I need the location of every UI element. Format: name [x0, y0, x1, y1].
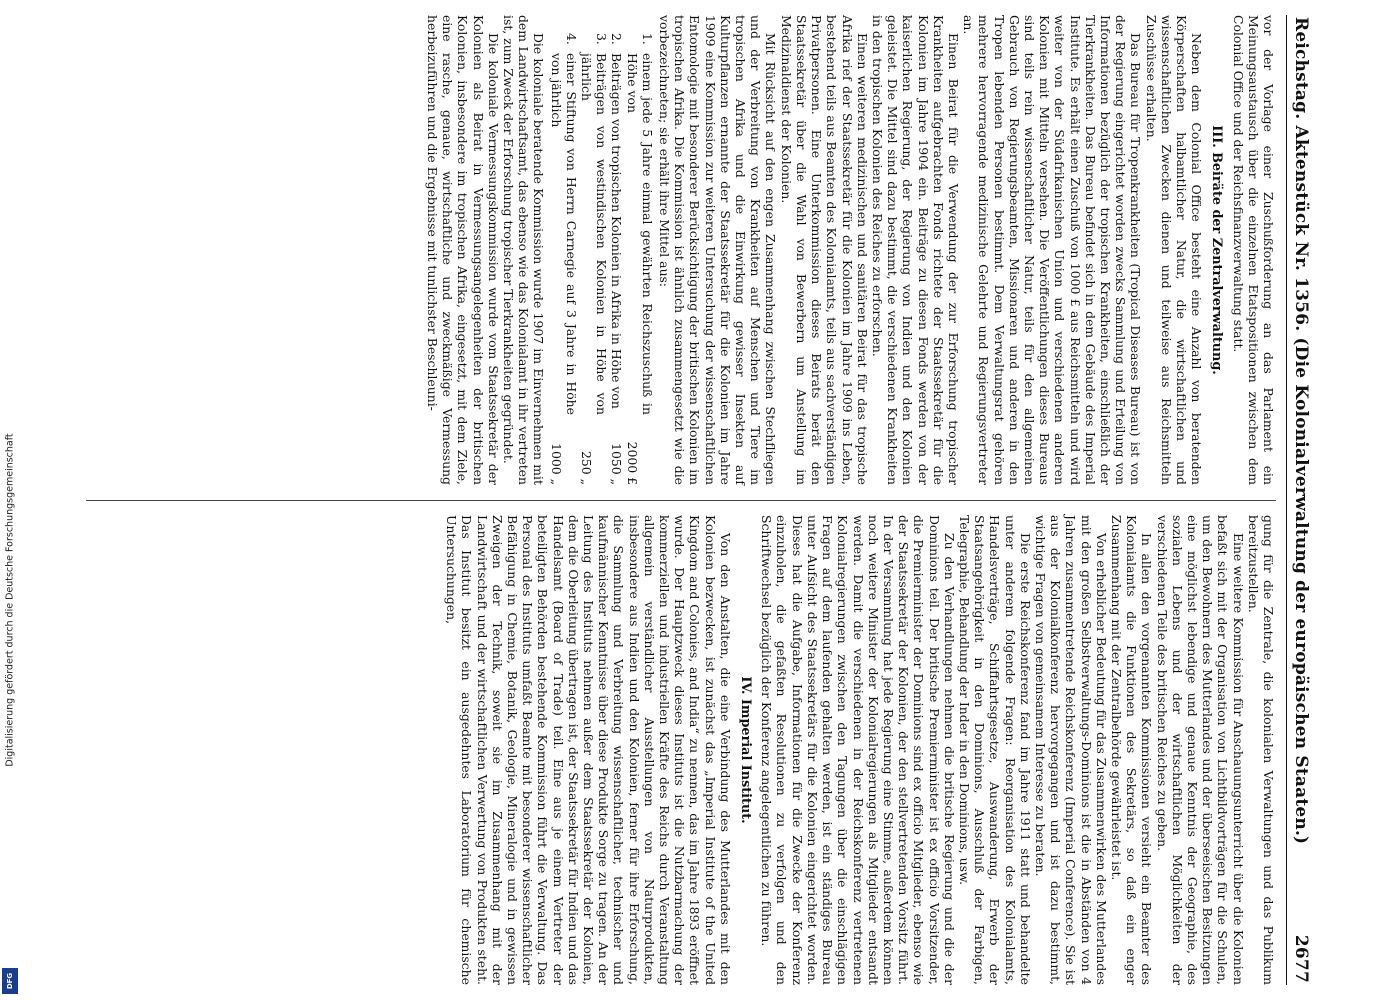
digitization-credit: Digitalisierung gefördert durch die Deutsche Forschungsgemeinschaft — [4, 433, 16, 767]
list-text: Beiträgen von tropischen Kolonien in Afrika in Höhe von — [609, 53, 625, 409]
paragraph: In allen den vorgenannten Kommissionen versieht ein Beamter des Kolonialamts die Funktionen des Sekretärs, so daß ein enger Zusammenhang mit der Zentralbehörde gewährleistet ist. — [1108, 515, 1155, 985]
paragraph: Einen Beirat für die Verwendung der zur Erforschung tropischer Krankheiten aufgebrachten Fonds richtete der Staatssekretär für die Kolonien im Jahre 1904 ein. Beiträge zu diesen Fonds werden von der kaiserlichen Regierung, der Regierung von Indien und den Kolonien geleistet. Die Mittel sind dazu bestimmt, die verschiedenen Krankheiten in den tropischen Kolonien des Reiches zu erforschen. — [869, 15, 961, 485]
list-amount: 1000 „ — [548, 443, 564, 485]
paragraph: Neben dem Colonial Office besteht eine Anzahl von beratenden Körperschaften halbamtlicher Natur, die wirtschaftlichen und wissenschaftlichen Zwecken dienen und teilweise aus Reichsmitteln Zuschüsse erhalten. — [1143, 15, 1205, 485]
paragraph: Mit Rücksicht auf den engen Zusammenhang zwischen Stechfliegen und der Verbreitung von Krankheiten auf Menschen und Tiere im tropischen Afrika und die Einwirkung gewisser Insekten auf Kulturpflanzen ernannte der Staatssekretär für die Kolonien im Jahre 1909 eine Kommission zur weiteren Untersuchung der wissenschaftlichen Entomologie mit besonderer Berücksichtigung der britischen Kolonien im tropischen Afrika. Die Kommission ist ähnlich zusammengesetzt wie die vorbezeichneten; sie erhält ihre Mittel aus: — [657, 15, 779, 485]
list-amount: 1050 „ — [609, 443, 625, 485]
left-column — [425, 15, 1276, 485]
list-item — [548, 15, 578, 485]
running-head: Reichstag. Aktenstück Nr. 1356. (Die Kolonialverwaltung der europäischen Staaten.) — [1291, 17, 1311, 845]
list-item — [624, 15, 654, 485]
list-text: einem jede 5 Jahre einmal gewährten Reichszuschuß in Höhe von — [624, 53, 655, 415]
list-text: einer Stiftung von Herrn Carnegie auf 3 Jahre in Höhe von jährlich — [548, 53, 579, 415]
list-item — [579, 15, 609, 485]
scanned-page — [75, 15, 1320, 985]
page-content-rotated — [75, 15, 1320, 985]
paragraph: gung für die Zentrale, die kolonialen Verwaltungen und das Publikum bereitzustellen. — [1245, 515, 1276, 985]
paragraph: Die koloniale Vermessungskommission wurde vom Staatssekretär der Kolonien als Beirat in Vermessungsangelegenheiten der britischen Kolonien, insbesondere im tropischen Afrika, eingesetzt, mit dem Ziele, eine rasche, genaue, wirtschaftliche und zweckmäßige Vermessung herbeizuführen und die Ergebnisse mit tunlichster Beschleuni- — [425, 15, 501, 485]
dfg-logo-text: DFG — [6, 972, 14, 990]
dfg-logo-icon — [2, 968, 18, 994]
digitization-sidebar — [0, 0, 22, 1000]
paragraph: Die erste Reichskonferenz fand im Jahre 1911 statt und behandelte unter anderem folgende Fragen: Reorganisation des Kolonialamts, Handelsverträge, Schiffahrtsgesetze, Auswanderung, Erwerb der Staatsangehörigkeit in den Dominions, Ausschluß der Farbigen, Telegraphie, Behandlung der Inder in den Dominions, usw. — [956, 515, 1033, 985]
paragraph: Das Bureau für Tropenkrankheiten (Tropical Diseases Bureau) ist von der Regierung eingerichtet worden zwecks Sammlung und Erteilung von Informationen bezüglich der tropischen Krankheiten, einschließlich der Tierkrankheiten. Das Bureau befindet sich in dem Gebäude des Imperial Institute. Es erhält einen Zuschuß von 1000 £ aus Reichsmitteln und wird weiter von der Südafrikanischen Union und verschiedenen anderen Kolonien mit Mitteln versehen. Die Veröffentlichungen dieses Bureaus sind teils rein wissenschaftlicher Natur, teils für den allgemeinen Gebrauch von Regierungsbeamten, Missionaren und anderen in den Tropen lebenden Personen bestimmt. Dem Verwaltungsrat gehören mehrere hervorragende medizinische Gelehrte und Regierungsvertreter an. — [961, 15, 1144, 485]
list-number: 2. — [609, 33, 625, 45]
list-number: 4. — [563, 33, 579, 45]
list-number: 3. — [594, 33, 610, 45]
right-column — [444, 515, 1276, 985]
paragraph: Einen weiteren medizinischen und sanitären Beirat für das tropische Afrika rief der Staatssekretär für die Kolonien im Jahre 1909 ins Leben, bestehend teils aus Beamten des Kolonialamts, teils aus sachverständigen Privatpersonen. Eine Unterkommission dieses Beirats berät den Staatssekretär über die Wahl von Bewerbern um Anstellung im Medizinaldienst der Kolonien. — [778, 15, 870, 485]
paragraph: Die koloniale beratende Kommission wurde 1907 im Einvernehmen mit dem Landwirtschaftsamt, das ebenso wie das Kolonialamt in ihr vertreten ist, zum Zweck der Erforschung tropischer Tierkrankheiten gegründet. — [501, 15, 547, 485]
section-heading-4: IV. Imperial Institut. — [738, 676, 754, 824]
paragraph: Zu den Verhandlungen nehmen die britische Regierung und die der Dominions teil. Der britische Premierminister ist ex officio Vorsitzender, die Premierminister der Dominions sind ex officio Mitglieder, ebenso wie der Staatssekretär der Kolonien, der den stellvertretenden Vorsitz führt. In der Versammlung hat jede Regierung eine Stimme, außerdem können noch weitere Minister der Kolonialregierungen als Mitglieder entsandt werden. Damit die verschiedenen in der Reichskonferenz vertretenen Kolonialregierungen zwischen den Tagungen über die einschlägigen Fragen auf dem laufenden gehalten werden, ist ein ständiges Bureau unter Aufsicht des Staatssekretärs für die Kolonien eingerichtet worden. Dieses hat die Aufgabe, Informationen für die Zwecke der Konferenz einzuholen, die gefaßten Resolutionen zu verfolgen und den Schriftwechsel bezüglich der Konferenz angelegentlichen zu führen. — [759, 515, 957, 985]
list-number: 1. — [639, 33, 655, 45]
paragraph: Eine weitere Kommission für Anschauungsunterricht über die Kolonien befaßt sich mit der Organisation von Lichtbildvorträgen für die Schulen, um den Bewohnern des Mutterlandes und der überseeischen Besitzungen eine möglichst lebendige und genaue Kenntnis der Geographie, des sozialen Lebens und der wirtschaftlichen Möglichkeiten der verschiedenen Teile des britischen Reiches zu geben. — [1154, 515, 1246, 985]
list-item — [609, 15, 624, 485]
section-heading-3: III. Beiräte der Zentralverwaltung. — [1209, 125, 1225, 375]
list-amount: 250 „ — [579, 450, 595, 485]
list-amount: 2000 £ — [624, 441, 640, 485]
paragraph: vor der Vorlage einer Zuschußforderung an das Parlament ein Meinungsaustausch über die einzelnen Etatspositionen zwischen dem Colonial Office und der Reichsfinanzverwaltung statt. — [1230, 15, 1276, 485]
paragraph: Von den Anstalten, die eine Verbindung des Mutterlandes mit den Kolonien bezwecken, ist zunächst das „Imperial Institute of the United Kingdom and Colonies, and India“ zu nennen, das im Jahre 1893 eröffnet wurde. Der Hauptzweck dieses Instituts ist die Nutzbarmachung der kommerziellen und industriellen Kräfte des Reichs durch Veranstaltung allgemein verständlicher Ausstellungen von Naturprodukten, insbesondere aus Indien und den Kolonien, ferner für ihre Erforschung, die Sammlung und Verbreitung wissenschaftlicher, technischer und kaufmännischer Kenntnisse über diese Produkte Sorge zu tragen. An der Leitung des Instituts nehmen außer dem Staatssekretär der Kolonien, dem die Oberleitung übertragen ist, der Staatssekretär für Indien und das Handelsamt (Board of Trade) teil. Eine aus je einem Vertreter der beteiligten Behörden bestehende Kommission führt die Verwaltung. Das Personal des Instituts umfaßt Beamte mit besonderer wissenschaftlicher Befähigung in Chemie, Botanik, Geologie, Mineralogie und in gewissen Zweigen der Technik, soweit sie im Zusammenhang mit der Landwirtschaft und der wirtschaftlichen Verwertung von Produkten steht. Das Institut besitzt ein ausgedehntes Laboratorium für chemische Untersuchungen, — [444, 515, 733, 985]
column-divider — [86, 500, 1276, 501]
paragraph: Von erheblicher Bedeutung für das Zusammenwirken des Mutterlandes mit den großen Selbstverwaltungs-Dominions ist die in Abständen von 4 Jahren zusammentretende Reichskonferenz (Imperial Conference). Sie ist aus der Kolonialkonferenz hervorgegangen und ist dazu bestimmt, wichtige Fragen von gemeinsamem Interesse zu beraten. — [1032, 515, 1109, 985]
list-text: Beiträgen von westindischen Kolonien in Höhe von jährlich — [579, 53, 610, 415]
page-number: 2677 — [1291, 934, 1311, 983]
funding-list — [548, 15, 654, 485]
page-header — [1286, 15, 1320, 985]
